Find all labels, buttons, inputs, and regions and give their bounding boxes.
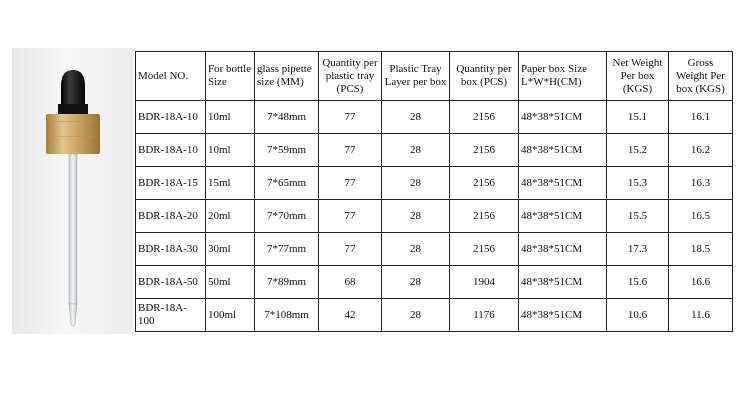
header-gross-weight: Gross Weight Per box (KGS) (669, 52, 733, 101)
cell-model: BDR-18A-10 (136, 134, 206, 167)
table-row (136, 299, 733, 332)
cell-gross-weight: 16.3 (669, 167, 733, 200)
cell-qty-box: 1904 (450, 266, 519, 299)
cell-box-size: 48*38*51CM (519, 266, 607, 299)
cell-model: BDR-18A-30 (136, 233, 206, 266)
cell-pipette-size: 7*48mm (255, 101, 319, 134)
cell-net-weight: 15.1 (607, 101, 669, 134)
cell-net-weight: 15.5 (607, 200, 669, 233)
table-row (136, 200, 733, 233)
table-row (136, 101, 733, 134)
cell-model: BDR-18A-15 (136, 167, 206, 200)
header-box-size: Paper box Size L*W*H(CM) (519, 52, 607, 101)
cell-pipette-size: 7*70mm (255, 200, 319, 233)
cell-qty-box: 2156 (450, 167, 519, 200)
cell-qty-tray: 77 (319, 101, 382, 134)
cell-qty-box: 1176 (450, 299, 519, 332)
cell-gross-weight: 11.6 (669, 299, 733, 332)
header-net-weight: Net Weight Per box (KGS) (607, 52, 669, 101)
cell-qty-tray: 42 (319, 299, 382, 332)
table-row (136, 134, 733, 167)
cell-model: BDR-18A-20 (136, 200, 206, 233)
cell-gross-weight: 16.5 (669, 200, 733, 233)
cell-bottle-size: 15ml (206, 167, 255, 200)
header-tray-layer: Plastic Tray Layer per box (382, 52, 450, 101)
cell-bottle-size: 20ml (206, 200, 255, 233)
cell-tray-layer: 28 (382, 233, 450, 266)
cell-tray-layer: 28 (382, 200, 450, 233)
cell-net-weight: 17.3 (607, 233, 669, 266)
cell-box-size: 48*38*51CM (519, 101, 607, 134)
cell-net-weight: 15.3 (607, 167, 669, 200)
cell-model: BDR-18A-10 (136, 101, 206, 134)
cell-box-size: 48*38*51CM (519, 167, 607, 200)
cell-box-size: 48*38*51CM (519, 200, 607, 233)
cell-qty-box: 2156 (450, 200, 519, 233)
cell-bottle-size: 10ml (206, 134, 255, 167)
table-row (136, 266, 733, 299)
cell-qty-box: 2156 (450, 233, 519, 266)
cell-tray-layer: 28 (382, 101, 450, 134)
cell-pipette-size: 7*77mm (255, 233, 319, 266)
cell-qty-tray: 77 (319, 233, 382, 266)
cell-qty-tray: 77 (319, 167, 382, 200)
cell-qty-box: 2156 (450, 134, 519, 167)
cell-box-size: 48*38*51CM (519, 233, 607, 266)
cell-gross-weight: 16.6 (669, 266, 733, 299)
cell-pipette-size: 7*65mm (255, 167, 319, 200)
cell-gross-weight: 16.1 (669, 101, 733, 134)
table-header-row (136, 52, 733, 101)
cell-pipette-size: 7*108mm (255, 299, 319, 332)
cell-tray-layer: 28 (382, 167, 450, 200)
cell-model: BDR-18A-50 (136, 266, 206, 299)
cell-net-weight: 15.2 (607, 134, 669, 167)
table-row (136, 167, 733, 200)
header-qty-tray: Quantity per plastic tray (PCS) (319, 52, 382, 101)
cell-bottle-size: 50ml (206, 266, 255, 299)
cell-bottle-size: 30ml (206, 233, 255, 266)
cell-pipette-size: 7*59mm (255, 134, 319, 167)
table-row (136, 233, 733, 266)
cell-qty-box: 2156 (450, 101, 519, 134)
cell-gross-weight: 16.2 (669, 134, 733, 167)
cell-qty-tray: 68 (319, 266, 382, 299)
cell-tray-layer: 28 (382, 134, 450, 167)
header-model: Model NO. (136, 52, 206, 101)
dropper-product-image (12, 48, 133, 334)
cell-box-size: 48*38*51CM (519, 134, 607, 167)
spec-table (135, 51, 733, 332)
cell-pipette-size: 7*89mm (255, 266, 319, 299)
cell-qty-tray: 77 (319, 134, 382, 167)
cell-gross-weight: 18.5 (669, 233, 733, 266)
header-qty-box: Quantity per box (PCS) (450, 52, 519, 101)
cell-qty-tray: 77 (319, 200, 382, 233)
cell-tray-layer: 28 (382, 266, 450, 299)
header-pipette-size: glass pipette size (MM) (255, 52, 319, 101)
cell-net-weight: 15.6 (607, 266, 669, 299)
cell-model: BDR-18A-100 (136, 299, 206, 332)
cell-bottle-size: 10ml (206, 101, 255, 134)
cell-box-size: 48*38*51CM (519, 299, 607, 332)
header-bottle-size: For bottle Size (206, 52, 255, 101)
cell-bottle-size: 100ml (206, 299, 255, 332)
cell-net-weight: 10.6 (607, 299, 669, 332)
cell-tray-layer: 28 (382, 299, 450, 332)
